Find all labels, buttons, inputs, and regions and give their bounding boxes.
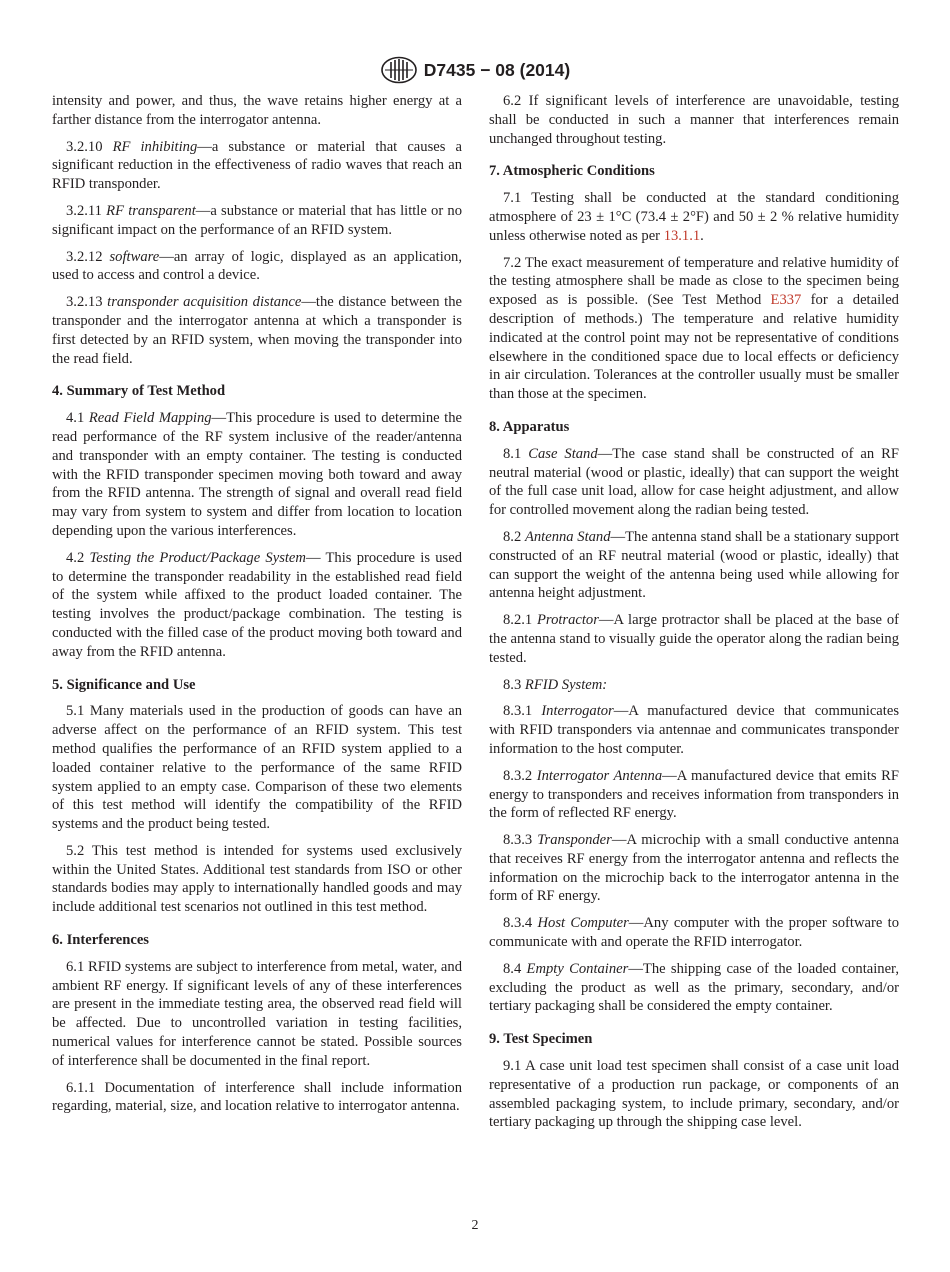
astm-logo-icon (380, 56, 418, 84)
section-heading-6: 6. Interferences (52, 932, 149, 949)
page-number: 2 (471, 1218, 479, 1233)
paragraph-6-2: 6.2 If significant levels of interference are unavoidable, testing shall be conducted in such a manner that interferences remain unchanged throughout testing. (489, 93, 899, 147)
reference-link[interactable]: E337 (770, 292, 802, 309)
paragraph-8-3-2: 8.3.2 Interrogator Antenna—A manufactured device that emits RF energy to transponders and receives information from transponders in the form of reflected RF energy. (489, 767, 899, 822)
paragraph-8-1: 8.1 Case Stand—The case stand shall be constructed of an RF neutral material (wood or plastic, ideally) that can support the weight of the full case unit load, allow for case height adjustment, and allow for controlled movement along the radian being tested. (489, 445, 900, 519)
section-heading-9: 9. Test Specimen (489, 1031, 593, 1048)
paragraph: intensity and power, and thus, the wave retains higher energy at a farther distance from the interrogator antenna. (52, 93, 462, 128)
paragraph-4-1: 4.1 Read Field Mapping—This procedure is used to determine the read performance of the RF system inclusive of the reader/antenna and transponder with an empty container. The testing is conducted with the RFID transponder specimen moving both toward and away from the RFID antenna. The strength of signal and overall read field may vary from system to system and differ from location to location depending upon the various interferences. (52, 410, 463, 539)
section-heading-4: 4. Summary of Test Method (52, 383, 226, 400)
definition-3-2-10: 3.2.10 RF inhibiting—a substance or material that causes a significant reduction in the effectiveness of radio waves that reach an RFID transponder. (52, 138, 462, 193)
left-column (52, 92, 462, 1116)
paragraph-4-2: 4.2 Testing the Product/Package System— This procedure is used to determine the transponder readability in the established read field of the system while affixed to the product loaded container. The testing involves the product/package combination. The testing is conducted with the filled case of the product moving both toward and away from the RFID antenna. (52, 549, 462, 660)
section-heading-7: 7. Atmospheric Conditions (489, 163, 655, 180)
section-heading-5: 5. Significance and Use (52, 676, 196, 693)
paragraph-6-1-1: 6.1.1 Documentation of interference shall include information regarding, material, size, and location relative to interrogator antenna. (52, 1079, 462, 1115)
paragraph-8-3: 8.3 RFID System: (503, 676, 608, 693)
paragraph-8-2-1: 8.2.1 Protractor—A large protractor shall be placed at the base of the antenna stand to visually guide the operator along the radian being tested. (489, 612, 899, 666)
paragraph-5-1: 5.1 Many materials used in the production of goods can have an adverse affect on the performance of an RFID system. This test method qualifies the performance of an RFID system applied to a loaded container relative to the performance of the same RFID system applied to an empty case. Comparison of these two elements of this test method will identify the compatibility of the RFID systems and the product being tested. (52, 703, 462, 833)
paragraph-7-2: 7.2 The exact measurement of temperature and relative humidity of the testing atmosphere shall be made as close to the specimen being exposed as is possible. (See Test Method E337 for a detailed description of methods.) The temperature and relative humidity indicated at the control point may not be representative of conditions elsewhere in the conditioned space due to local effects or deficiency in air circulation. Tolerances at the controller usually must be smaller than those at the specimen. (489, 254, 899, 403)
paragraph-9-1: 9.1 A case unit load test specimen shall consist of a case unit load representative of a production run package, or components of an assembled packaging system, to include primary, secondary, and/or tertiary packaging up through the shipping case level. (489, 1058, 899, 1131)
paragraph-5-2: 5.2 This test method is intended for systems used exclusively within the United States. Additional test standards from ISO or other standards bodies may apply to internationally handled goods and may include additional test scenarios not outlined in this test method. (52, 842, 462, 916)
definition-3-2-11: 3.2.11 RF transparent—a substance or material that has little or no significant impact on the performance of an RFID system. (52, 202, 462, 238)
reference-link[interactable]: 13.1.1 (663, 227, 701, 244)
paragraph-8-3-1: 8.3.1 Interrogator—A manufactured device that communicates with RFID transponders via antennae and communicates transponder information to the host computer. (489, 703, 899, 757)
section-heading-8: 8. Apparatus (489, 418, 570, 435)
document-code: D7435 − 08 (2014) (423, 60, 571, 80)
paragraph-8-2: 8.2 Antenna Stand—The antenna stand shall be a stationary support constructed of an RF neutral material (wood or plastic, ideally) that can support the weight of the antenna being used while allowing for antenna height adjustment. (489, 528, 899, 602)
paragraph-7-1: 7.1 Testing shall be conducted at the standard conditioning atmosphere of 23 ± 1°C (73.4 ± 2°F) and 50 ± 2 % relative humidity unless otherwise noted as per 13.1.1. (489, 190, 899, 244)
definition-3-2-13: 3.2.13 transponder acquisition distance—the distance between the transponder and the interrogator antenna at which a transponder is first detected by an RFID system, when moving the transponder into the read field. (52, 294, 462, 367)
paragraph-8-3-3: 8.3.3 Transponder—A microchip with a small conductive antenna that receives RF energy from the interrogator antenna and reflects the information on the microchip back to the interrogator antenna in the form of RF energy. (489, 832, 900, 905)
definition-3-2-12: 3.2.12 software—an array of logic, displayed as an application, used to access and control a device. (52, 248, 462, 284)
paragraph-8-3-4: 8.3.4 Host Computer—Any computer with the proper software to communicate with and operate the RFID interrogator. (489, 915, 899, 951)
page-header (0, 56, 950, 84)
paragraph-6-1: 6.1 RFID systems are subject to interference from metal, water, and ambient RF energy. If significant levels of any of these interferences are present in the immediate testing area, the observed read field will be affected. Due to uncontrolled variation in testing facilities, numerical values for interference cannot be stated. Possible sources of interference shall be documented in the final report. (52, 958, 462, 1069)
paragraph-8-4: 8.4 Empty Container—The shipping case of the loaded container, excluding the product as well as the primary, secondary, and/or tertiary packaging shall be considered the empty container. (489, 960, 899, 1015)
right-column (489, 92, 899, 1132)
